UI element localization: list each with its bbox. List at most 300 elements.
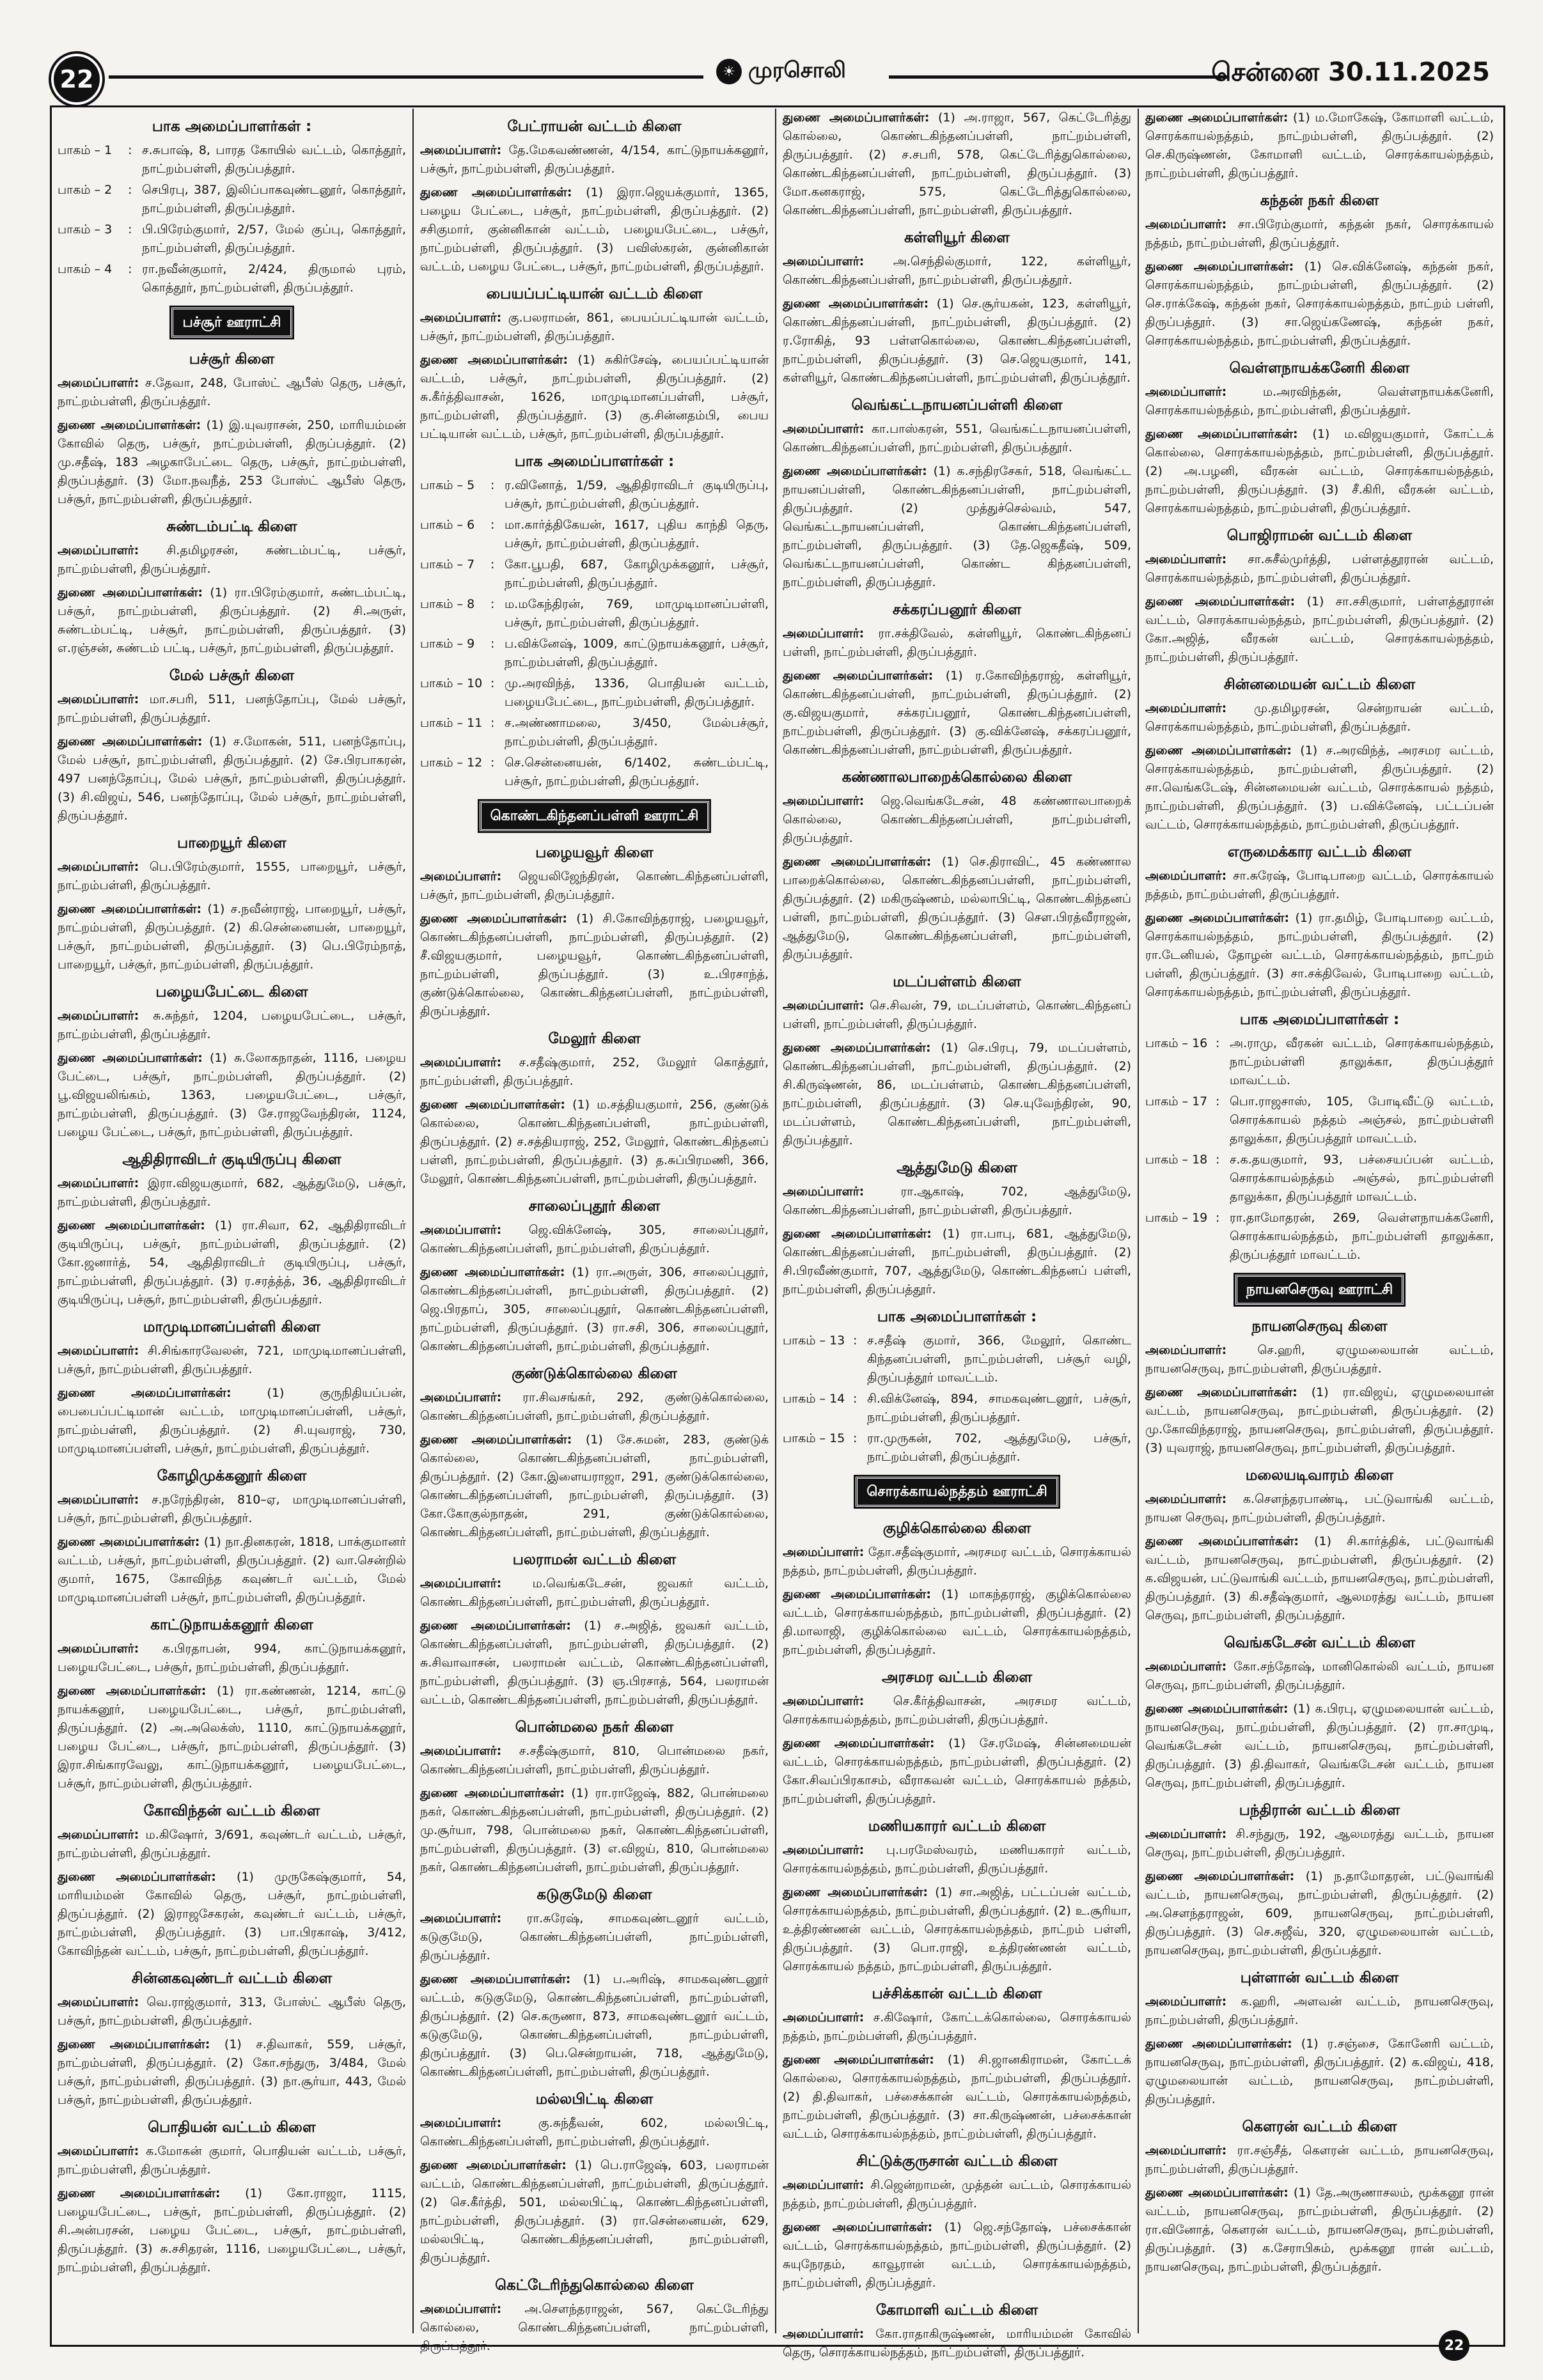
entry-role-label: அமைப்பாளர்: xyxy=(1145,385,1227,399)
entry-text: க.பிரதாபன், 994, காட்டுநாயக்கனூர், பழையபேட்டை, பச்சூர், நாட்றம்பள்ளி, திருப்பத்தூர். xyxy=(58,1642,406,1674)
entry-paragraph xyxy=(58,1384,406,1458)
booth-number: பாகம் – 5 xyxy=(420,478,475,492)
entry-role-label: அமைப்பாளர்: xyxy=(420,1744,502,1758)
entry-role-label: துணை அமைப்பாளர்கள்: xyxy=(58,1218,205,1233)
entry-paragraph xyxy=(1145,742,1494,834)
entry-paragraph xyxy=(58,2184,406,2277)
entry-text: மு.தமிழரசன், சென்றாயன் வட்டம், சொரக்காயல்நத்தம், நாட்றம்பள்ளி, திருப்பத்தூர். xyxy=(1145,701,1494,734)
union-banner-label: சொரக்காயல்நத்தம் ஊராட்சி xyxy=(856,1477,1058,1507)
entry-role-label: அமைப்பாளர்: xyxy=(783,794,865,808)
booth-person: அ.ராமு, வீரகன் வட்டம், சொரக்காயல்நத்தம், நாட்றம்பள்ளி தாலுக்கா, திருப்பத்தூர் மாவட்டம். xyxy=(1230,1036,1494,1087)
entry-text: (1) ரா.சிவா, 62, ஆதிதிராவிடர் குடியிருப்பு, பச்சூர், நாட்றம்பள்ளி, திருப்பத்தூர். (2) கோ.ஜனார்த், 54, ஆதிதிராவிடர் குடியிருப்பு, பச்சூர், நாட்றம்பள்ளி, திருப்பத்தூர். (3) ர.சரத்த்த், 36, ஆதிதிராவிடர் குடியிருப்பு, பச்சூர், நாட்றம்பள்ளி, திருப்பத்தூர். xyxy=(58,1218,406,1307)
entry-text: ச.சதீஷ்குமார், 252, மேலூர் கொத்தூர், நாட்றம்பள்ளி, திருப்பத்தூர். xyxy=(420,1055,769,1088)
entry-paragraph xyxy=(1145,2035,1494,2109)
booth-person: ச.சதீஷ் குமார், 366, மேலூர், கொண்ட கிந்தனப்பள்ளி, நாட்றம்பள்ளி, பச்சூர் வழி, திருப்பத்தூர் மாவட்டம். xyxy=(867,1334,1131,1385)
entry-role-label: அமைப்பாளர்: xyxy=(58,860,139,874)
entry-paragraph xyxy=(783,1225,1131,1299)
entry-text: ச.கிஷோர், கோட்டக்கொல்லை, சொரக்காயல் நத்தம், நாட்றம்பள்ளி, திருப்பத்தூர். xyxy=(783,2011,1131,2043)
section-heading: மேலூர் கிளை xyxy=(548,1031,641,1047)
section-heading: கோவிந்தன் வட்டம் கிளை xyxy=(143,1803,320,1819)
entry-text: (1) க.சந்திரசேகர், 518, வெங்கட்ட நாயனப்பள்ளி, கொண்டகிந்தனப்பள்ளி, நாட்றம்பள்ளி, திருப்பத்தூர். (2) முத்துச்செல்வம், 547, வெங்கட்டநாயனப்பள்ளி, கொண்டகிந்தனப்பள்ளி, நாட்றம்பள்ளி, திருப்பத்தூர். (3) தே.ஜெகதீஷ், 509, வெங்கட்டநாயனப்பள்ளி, கொண்ட கிந்தனப்பள்ளி, நாட்றம்பள்ளி, திருப்பத்தூர். xyxy=(783,464,1131,589)
section-heading: எருமைக்கார வட்டம் கிளை xyxy=(1227,844,1412,860)
entry-role-label: துணை அமைப்பாளர்கள்: xyxy=(58,2186,221,2200)
entry-role-label: துணை அமைப்பாளர்கள்: xyxy=(58,1051,203,1065)
section-heading: ஆத்துமேடு கிளை xyxy=(897,1160,1017,1176)
entry-text: (1) சி.கார்த்திக், பட்டுவாங்கி வட்டம், நாயனசெருவு, நாட்றம்பள்ளி, திருப்பத்தூர். (2) க.விஜயன், பட்டுவாங்கி வட்டம், நாயனசெருவு, நாட்றம்பள்ளி, திருப்பத்தூர். (3) கி.சதீஷ்குமார், ஆலமரத்து வட்டம், நாயன செருவு, நாட்றம்பள்ளி, திருப்பத்தூர். xyxy=(1145,1534,1494,1622)
booth-person: பி.பிரேம்குமார், 2/57, மேல் குப்பு, கொத்தூர், நாட்றம்பள்ளி, திருப்பத்தூர். xyxy=(142,222,406,255)
entry-text: கோ.சந்தோஷ், மானிகொல்லி வட்டம், நாயன செருவு, நாட்றம்பள்ளி, திருப்பத்தூர். xyxy=(1145,1660,1494,1692)
entry-role-label: துணை அமைப்பாளர்கள்: xyxy=(783,1587,931,1601)
entry-paragraph xyxy=(1145,1993,1494,2030)
entry-text: சா.சுசீல்முர்த்தி, பள்ளத்தூரான் வட்டம், சொரக்காயல்நத்தம், நாட்றம்பள்ளி, திருப்பத்தூர். xyxy=(1145,552,1494,585)
entry-role-label: அமைப்பாளர்: xyxy=(420,311,502,325)
entry-role-label: அமைப்பாளர்: xyxy=(58,1995,139,2009)
section-heading: பாக அமைப்பாளர்கள் : xyxy=(877,1309,1037,1325)
entry-paragraph xyxy=(783,853,1131,964)
section-heading: வெங்கடேசன் வட்டம் கிளை xyxy=(1224,1635,1415,1651)
entry-text: பெ.பிரேம்குமார், 1555, பாறையூர், பச்சூர், நாட்றம்பள்ளி, திருப்பத்தூர். xyxy=(58,860,406,892)
entry-paragraph xyxy=(1145,383,1494,420)
entry-role-label: துணை அமைப்பாளர்கள்: xyxy=(1145,1385,1297,1399)
booth-person: ர.வினோத், 1/59, ஆதிதிராவிடர் குடியிருப்பு, பச்சூர், நாட்றம்பள்ளி, திருப்பத்தூர். xyxy=(505,478,769,511)
union-banner-label: பச்சூர் ஊராட்சி xyxy=(171,307,292,338)
section-heading: வெள்ளநாயக்கனேரி கிளை xyxy=(1229,360,1410,377)
entry-paragraph xyxy=(58,1049,406,1142)
column-1 xyxy=(58,109,406,2282)
entry-role-label: துணை அமைப்பாளர்கள்: xyxy=(58,1386,231,1400)
entry-paragraph xyxy=(1145,109,1494,183)
entry-paragraph xyxy=(58,1491,406,1528)
entry-paragraph xyxy=(420,1096,769,1188)
entry-role-label: துணை அமைப்பாளர்கள்: xyxy=(1145,2186,1288,2200)
entry-text: கு.சுந்தீவன், 602, மல்லபிட்டி, கொண்டகிந்தனப்பள்ளி, நாட்றம்பள்ளி, திருப்பத்தூர். xyxy=(420,2116,769,2149)
entry-text: ஜெ.வெங்கடேசன், 48 கண்ணாலபாறைக் கொல்லை, கொண்டகிந்தனப்பள்ளி, நாட்றம்பள்ளி, திருப்பத்தூர். xyxy=(783,794,1131,845)
entry-role-label: அமைப்பாளர்: xyxy=(420,1390,502,1404)
section-heading: ஆதிதிராவிடர் குடியிருப்பு கிளை xyxy=(122,1151,341,1168)
booth-colon: : xyxy=(853,1392,858,1406)
masthead xyxy=(716,58,846,86)
entry-paragraph xyxy=(420,1431,769,1542)
entry-paragraph xyxy=(1145,867,1494,904)
entry-text: (1) செ.விக்னேஷ், கந்தன் நகர், சொரக்காயல்நத்தம், நாட்றம்பள்ளி, திருப்பத்தூர். (2) செ.ராக்கேஷ், கந்தன் நகர், சொரக்காயல்நத்தம், நாட்றம் பள்ளி, திருப்பத்தூர். (3) சா.ஜெய்கணேஷ், கந்தன் நகர், சொரக்காயல்நத்தம், நாட்றம்பள்ளி, திருப்பத்தூர். xyxy=(1145,260,1494,348)
booth-colon: : xyxy=(853,1334,858,1348)
booth-row xyxy=(58,221,406,258)
entry-role-label: துணை அமைப்பாளர்கள்: xyxy=(1145,911,1290,925)
entry-role-label: அமைப்பாளர்: xyxy=(1145,217,1227,231)
page-header xyxy=(38,45,1503,102)
entry-text: ஜெயலிஜேந்திரன், கொண்டகிந்தனப்பள்ளி, பச்சூர், நாட்றம்பள்ளி, திருப்பத்தூர். xyxy=(420,869,769,902)
entry-paragraph xyxy=(58,1342,406,1379)
entry-text: (1) செ.சூர்யகன், 123, கள்ளியூர், கொண்டகிந்தனப்பள்ளி, நாட்றம்பள்ளி, திருப்பத்தூர். (2) ர.ரோகித், 93 பள்ளகொல்லை, கொண்டகிந்தனப்பள்ளி, நாட்றம்பள்ளி, திருப்பத்தூர். (3) செ.ஜெயகுமார், 141, கள்ளியூர், கொண்டகிந்தனப்பள்ளி, நாட்றம்பள்ளி, திருப்பத்தூர். xyxy=(783,297,1131,385)
entry-text: (1) ரா.விஜய், ஏழுமலையான் வட்டம், நாயனசெருவு, நாட்றம்பள்ளி, திருப்பத்தூர். (2) மு.கோவிந்தராஜ், நாயனசெருவு, நாட்றம்பள்ளி, திருப்பத்தூர். (3) யுவராஜ், நாயனசெருவு, நாட்றம்பள்ளி, திருப்பத்தூர். xyxy=(1145,1385,1494,1455)
column-3 xyxy=(783,109,1131,2367)
entry-text: ஜெ.விக்னேஷ், 305, சாலைப்புதூர், கொண்டகிந்தனப்பள்ளி, நாட்றம்பள்ளி, திருப்பத்தூர். xyxy=(420,1223,769,1256)
entry-text: (1) ம.சத்தியகுமார், 256, குண்டுக் கொல்லை, கொண்டகிந்தனப்பள்ளி, நாட்றம்பள்ளி, திருப்பத்தூர். (2) ச.சத்தியராஜ், 252, மேலூர், கொண்டகிந்தனப் பள்ளி, நாட்றம்பள்ளி, திருப்பத்தூர். (3) த.சுப்பிரமணி, 366, மேலூர், கொண்டகிந்தனப்பள்ளி, நாட்றம்பள்ளி, திருப்பத்தூர். xyxy=(420,1098,769,1186)
entry-text: ரா.சஞ்சீத், கௌரன் வட்டம், நாயனசெருவு, நாட்றம்பள்ளி, திருப்பத்தூர். xyxy=(1145,2143,1494,2176)
booth-colon: : xyxy=(853,1431,858,1445)
entry-text: இரா.விஜயகுமார், 682, ஆத்துமேடு, பச்சூர், நாட்றம்பள்ளி, திருப்பத்தூர். xyxy=(58,1176,406,1209)
entry-paragraph xyxy=(783,2218,1131,2292)
section-heading: பழையபேட்டை கிளை xyxy=(155,984,308,1000)
entry-paragraph xyxy=(783,2051,1131,2143)
entry-paragraph xyxy=(1145,1867,1494,1960)
booth-row xyxy=(58,260,406,297)
entry-paragraph xyxy=(420,1054,769,1091)
booth-number: பாகம் – 3 xyxy=(58,222,113,237)
section-heading: கண்ணாலபாறைக்கொல்லை கிளை xyxy=(842,769,1072,786)
entry-text: (1) ரா.கண்ணன், 1214, காட்டு நாயக்கனூர், பழையபேட்டை, பச்சூர், நாட்றம்பள்ளி, திருப்பத்தூர். (2) அ.அலெக்ஸ், 1110, காட்டுநாயக்கனூர், பழைய பேட்டை, பச்சூர், நாட்றம்பள்ளி, திருப்பத்தூர். (3) இரா.சிங்காரவேலு, காட்டுநாயக்கனூர், பழையபேட்டை, பச்சூர், நாட்றம்பள்ளி, திருப்பத்தூர். xyxy=(58,1684,406,1791)
booth-row xyxy=(420,714,769,751)
entry-paragraph xyxy=(783,1692,1131,1729)
section-heading: கோழிமுக்கனூர் கிளை xyxy=(157,1468,307,1484)
entry-paragraph xyxy=(58,2035,406,2110)
entry-paragraph xyxy=(58,541,406,579)
entry-role-label: அமைப்பாளர்: xyxy=(1145,1343,1227,1357)
entry-role-label: துணை அமைப்பாளர்கள்: xyxy=(783,1885,928,1899)
entry-paragraph xyxy=(783,295,1131,387)
entry-role-label: அமைப்பாளர்: xyxy=(783,1843,865,1857)
entry-role-label: துணை அமைப்பாளர்கள்: xyxy=(58,735,203,749)
entry-role-label: துணை அமைப்பாளர்கள்: xyxy=(1145,1702,1288,1716)
entry-text: ரா.சக்திவேல், கள்ளியூர், கொண்டகிந்தனப் பள்ளி, நாட்றம்பள்ளி, திருப்பத்தூர். xyxy=(783,626,1131,659)
entry-paragraph xyxy=(58,416,406,509)
entry-role-label: அமைப்பாளர்: xyxy=(783,999,865,1013)
entry-role-label: அமைப்பாளர்: xyxy=(58,1176,139,1190)
entry-text: மா.சபரி, 511, பனந்தோப்பு, மேல் பச்சூர், நாட்றம்பள்ளி, திருப்பத்தூர். xyxy=(58,692,406,725)
entry-text: சா.பிரேம்குமார், கந்தன் நகர், சொரக்காயல் நத்தம், நாட்றம்பள்ளி, திருப்பத்தூர். xyxy=(1145,217,1494,250)
entry-paragraph xyxy=(1145,1700,1494,1793)
entry-paragraph xyxy=(58,690,406,727)
union-banner xyxy=(420,793,769,835)
entry-text: (1) மாகந்தராஜ், குழிக்கொல்லை வட்டம், சொரக்காயல்நத்தம், நாட்றம்பள்ளி, திருப்பத்தூர். (2) தி.மாலாஜி, குழிக்கொல்லை வட்டம், சொரக்காயல்நத்தம், நாட்றம்பள்ளி, திருப்பத்தூர். xyxy=(783,1587,1131,1657)
entry-text: (1) தே.அருணாசலம், மூக்கனூ ரான் வட்டம், நாயனசெருவு, நாட்றம்பள்ளி, திருப்பத்தூர். (2) ரா.வினோத், கெளரன் வட்டம், நாயனசெருவு, நாட்றம்பள்ளி, திருப்பத்தூர். (3) க.சேராபிசும், மூக்கனூ ரான் வட்டம், நாயனசெருவு, நாட்றம்பள்ளி, திருப்பத்தூர். xyxy=(1145,2186,1494,2274)
booth-number: பாகம் – 1 xyxy=(58,143,113,157)
entry-paragraph xyxy=(58,374,406,411)
entry-role-label: துணை அமைப்பாளர்கள்: xyxy=(783,1736,935,1750)
booth-colon: : xyxy=(490,716,495,730)
section-heading: காட்டுநாயக்கனூர் கிளை xyxy=(150,1617,313,1633)
booth-number: பாகம் – 7 xyxy=(420,557,475,572)
entry-role-label: துணை அமைப்பாளர்கள்: xyxy=(1145,1534,1299,1548)
entry-role-label: துணை அமைப்பாளர்கள்: xyxy=(783,297,929,311)
entry-paragraph xyxy=(1145,1532,1494,1625)
entry-paragraph xyxy=(783,667,1131,759)
entry-text: சி.சந்துரு, 192, ஆலமரத்து வட்டம், நாயன செருவு, நாட்றம்பள்ளி, திருப்பத்தூர். xyxy=(1145,1827,1494,1860)
entry-text: (1) ரா.அருள், 306, சாலைப்புதூர், கொண்டகிந்தனப்பள்ளி, நாட்றம்பள்ளி, திருப்பத்தூர். (2) ஜெ.பிரதாப், 305, சாலைப்புதூர், கொண்டகிந்தனப்பள்ளி, நாட்றம்பள்ளி, திருப்பத்தூர். (3) ரா.சசி, 306, சாலைப்புதூர், கொண்டகிந்தனப்பள்ளி, நாட்றம்பள்ளி, திருப்பத்தூர். xyxy=(420,1265,769,1353)
entry-role-label: அமைப்பாளர்: xyxy=(58,1642,139,1656)
entry-role-label: அமைப்பாளர்: xyxy=(420,1576,502,1591)
entry-role-label: அமைப்பாளர்: xyxy=(783,254,865,268)
section-heading: கோமாளி வட்டம் கிளை xyxy=(875,2302,1038,2319)
entry-paragraph xyxy=(58,733,406,825)
entry-paragraph xyxy=(1145,550,1494,587)
entry-text: ம.கிஷோர், 3/691, கவுண்டர் வட்டம், பச்சூர், நாட்றம்பள்ளி, திருப்பத்தூர். xyxy=(58,1828,406,1860)
booth-number: பாகம் – 9 xyxy=(420,637,475,651)
booth-number: பாகம் – 4 xyxy=(58,262,113,276)
entry-role-label: அமைப்பாளர்: xyxy=(783,1185,865,1199)
entry-text: க.மோகன் குமார், பொதியன் வட்டம், பச்சூர், நாட்றம்பள்ளி, திருப்பத்தூர். xyxy=(58,2144,406,2177)
section-heading: மலையடிவாரம் கிளை xyxy=(1245,1467,1394,1484)
entry-role-label: துணை அமைப்பாளர்கள்: xyxy=(420,1265,565,1279)
paper-logo-icon: ☀ xyxy=(716,59,742,84)
entry-text: (1) சா.சசிகுமார், பள்ளத்தூரான் வட்டம், சொரக்காயல்நத்தம், நாட்றம்பள்ளி, திருப்பத்தூர். (2) கோ.அஜித், வீரகன் வட்டம், சொரக்காயல்நத்தம், நாட்றம்பள்ளி, திருப்பத்தூர். xyxy=(1145,595,1494,664)
entry-role-label: துணை அமைப்பாளர்கள்: xyxy=(783,1227,932,1241)
entry-text: (1) ந.தாமோதரன், பட்டுவாங்கி வட்டம், நாயனசெருவு, நாட்றம்பள்ளி, திருப்பத்தூர். (2) அ.சௌந்தராஜன், 609, நாயனசெருவு, நாட்றம்பள்ளி, திருப்பத்தூர். (3) செ.சுஜீவ், 320, ஏழுமலையான் வட்டம், நாயனசெருவு, நாட்றம்பள்ளி, திருப்பத்தூர். xyxy=(1145,1869,1494,1957)
union-banner xyxy=(783,1469,1131,1511)
entry-paragraph xyxy=(420,1909,769,1965)
booth-person: ரா.நவீன்குமார், 2/424, திருமால் புரம், கொத்தூர், நாட்றம்பள்ளி, திருப்பத்தூர். xyxy=(142,262,406,295)
entry-role-label: துணை அமைப்பாளர்கள்: xyxy=(420,1972,571,1986)
entry-paragraph xyxy=(1145,593,1494,667)
booth-person: ரா.தாமோதரன், 269, வெள்ளநாயக்கனேரி, சொரக்காயல்நத்தம், நாட்றம்பள்ளி தாலுக்கா, திருப்பத்தூர் மாவட்டம். xyxy=(1230,1211,1494,1262)
entry-role-label: துணை அமைப்பாளர்கள்: xyxy=(783,111,930,125)
entry-role-label: அமைப்பாளர்: xyxy=(58,692,139,706)
booth-row xyxy=(420,754,769,791)
entry-role-label: துணை அமைப்பாளர்கள்: xyxy=(420,1433,572,1447)
booth-colon: : xyxy=(490,478,495,492)
entry-paragraph xyxy=(783,2325,1131,2362)
booth-row xyxy=(1145,1209,1494,1264)
column-2 xyxy=(420,109,769,2361)
entry-role-label: துணை அமைப்பாளர்கள்: xyxy=(420,1619,571,1633)
entry-role-label: அமைப்பாளர்: xyxy=(783,422,865,436)
entry-role-label: அமைப்பாளர்: xyxy=(783,626,865,641)
entry-paragraph xyxy=(420,1742,769,1779)
section-heading: பொஜிராமன் வட்டம் கிளை xyxy=(1226,527,1413,544)
entry-text: (1) பெ.ராஜேஷ், 603, பலராமன் வட்டம், கொண்டகிந்தனப்பள்ளி, நாட்றம்பள்ளி, திருப்பத்தூர். (2) செ.கீர்த்தி, 501, மல்லபிட்டி, கொண்டகிந்தனப்பள்ளி, நாட்றம்பள்ளி, திருப்பத்தூர். (3) ரா.சென்னையன், 629, மல்லபிட்டி, கொண்டகிந்தனப்பள்ளி, நாட்றம்பள்ளி, திருப்பத்தூர். xyxy=(420,2158,769,2265)
entry-paragraph xyxy=(58,1993,406,2030)
booth-person: ம.மகேந்திரன், 769, மாமுடிமானப்பள்ளி, பச்சூர், நாட்றம்பள்ளி, திருப்பத்தூர். xyxy=(505,597,769,630)
booth-number: பாகம் – 11 xyxy=(420,716,483,730)
entry-role-label: அமைப்பாளர்: xyxy=(58,2144,139,2158)
entry-paragraph xyxy=(783,625,1131,662)
booth-row xyxy=(58,141,406,178)
header-rule-right xyxy=(889,75,1228,79)
entry-paragraph xyxy=(420,141,769,178)
entry-text: (1) அ.ராஜா, 567, கெட்டேரித்து கொல்லை, கொண்டகிந்தனப்பள்ளி, நாட்றம்பள்ளி, திருப்பத்தூர். (2) ச.சபரி, 578, கெட்டேரித்துகொல்லை, கொண்டகிந்தனப்பள்ளி, நாட்றம்பள்ளி, திருப்பத்தூர். (3) மோ.கனகராஜ், 575, கெட்டேரித்துகொல்லை, கொண்டகிந்தனப்பள்ளி, நாட்றம்பள்ளி, திருப்பத்தூர். xyxy=(783,111,1131,217)
booth-colon: : xyxy=(490,637,495,651)
entry-text: (1) ச.அஜித், ஜவகர் வட்டம், கொண்டகிந்தனப்பள்ளி, நாட்றம்பள்ளி, திருப்பத்தூர். (2) சு.சிவாவாசன், பலராமன் வட்டம், கொண்டகிந்தனப்பள்ளி, நாட்றம்பள்ளி, திருப்பத்தூர். (3) ஞ.பிரசாத், 564, பலராமன் வட்டம், கொண்டகிந்தனப்பள்ளி, நாட்றம்பள்ளி, திருப்பத்தூர். xyxy=(420,1619,769,1707)
entry-role-label: துணை அமைப்பாளர்கள்: xyxy=(58,902,202,916)
entry-paragraph xyxy=(1145,909,1494,1002)
entry-paragraph xyxy=(1145,1490,1494,1527)
section-heading: சுண்டம்பட்டி கிளை xyxy=(166,518,297,535)
booth-number: பாகம் – 14 xyxy=(783,1392,845,1406)
entry-text: (1) க.பிரபு, ஏழுமலையான் வட்டம், நாயனசெருவு, நாட்றம்பள்ளி, திருப்பத்தூர். (2) ரா.சாமுடி, வெங்கடேசன் வட்டம், நாயனசெருவு, நாட்றம்பள்ளி, திருப்பத்தூர். (3) தி.திவாகர், வெங்கடேசன் வட்டம், நாயன செருவு, நாட்றம்பள்ளி, திருப்பத்தூர். xyxy=(1145,1702,1494,1790)
entry-role-label: அமைப்பாளர்: xyxy=(58,1009,139,1023)
section-heading: பழையவூர் கிளை xyxy=(535,844,654,861)
entry-text: பு.பரமேஸ்வரம், மணியகாரர் வட்டம், சொரக்காயல்நத்தம், நாட்றம்பள்ளி, திருப்பத்தூர். xyxy=(783,1843,1131,1876)
dateline: சென்னை 30.11.2025 xyxy=(1211,58,1490,87)
section-heading: கடுகுமேடு கிளை xyxy=(537,1886,652,1903)
entry-text: சி.தமிழரசன், சுண்டம்பட்டி, பச்சூர், நாட்றம்பள்ளி, திருப்பத்தூர். xyxy=(58,543,406,576)
booth-person: மா.கார்த்திகேயன், 1617, புதிய காந்தி தெரு, பச்சூர், நாட்றம்பள்ளி, திருப்பத்தூர். xyxy=(505,518,769,550)
entry-paragraph xyxy=(420,2114,769,2151)
booth-number: பாகம் – 13 xyxy=(783,1334,845,1348)
section-heading: மல்லபிட்டி கிளை xyxy=(535,2091,654,2108)
paper-name: முரசொலி xyxy=(748,58,846,83)
entry-paragraph xyxy=(783,2176,1131,2213)
booth-row xyxy=(1145,1093,1494,1148)
entry-role-label: துணை அமைப்பாளர்கள்: xyxy=(420,912,567,926)
entry-paragraph xyxy=(1145,2184,1494,2276)
booth-person: கோ.பூபதி, 687, கோழிமுக்கனூர், பச்சூர், நாட்றம்பள்ளி, திருப்பத்தூர். xyxy=(505,557,769,590)
entry-text: (1) ச.மோகன், 511, பனந்தோப்பு, மேல் பச்சூர், நாட்றம்பள்ளி, திருப்பத்தூர். (2) சே.பிரபாகரன், 497 பனந்தோப்பு, மேல் பச்சூர், நாட்றம்பள்ளி, திருப்பத்தூர். (3) சி.விஜய், 546, பனந்தோப்பு, மேல் பச்சூர், நாட்றம்பள்ளி, திருப்பத்தூர். xyxy=(58,735,406,823)
entry-paragraph xyxy=(783,1039,1131,1150)
booth-row xyxy=(420,674,769,712)
entry-text: கா.பாஸ்கரன், 551, வெங்கட்டநாயனப்பள்ளி, கொண்டகிந்தனப்பள்ளி, நாட்றம்பள்ளி, திருப்பத்தூர். xyxy=(783,422,1131,455)
entry-text: தே.மேகவண்ணன், 4/154, காட்டுநாயக்கனூர், பச்சூர், நாட்றம்பள்ளி, திருப்பத்தூர். xyxy=(420,143,769,176)
entry-role-label: அமைப்பாளர்: xyxy=(783,2327,865,2341)
entry-text: (1) சுகிர்சேஷ், பையப்பட்டியான் வட்டம், பச்சூர், நாட்றம்பள்ளி, திருப்பத்தூர். (2) சு.கீர்த்திவாசன், 1626, மாமுடிமானப்பள்ளி, பச்சூர், நாட்றம்பள்ளி, திருப்பத்தூர். (3) கு.சின்னதம்பி, பைய பட்டியான் வட்டம், பச்சூர், நாட்றம்பள்ளி, திருப்பத்தூர். xyxy=(420,353,769,441)
entry-text: (1) ர.கோவிந்தராஜ், கள்ளியூர், கொண்டகிந்தனப்பள்ளி, நாட்றம்பள்ளி, திருப்பத்தூர். (2) கு.விஜயகுமார், சக்கரப்பனூர், கொண்டகிந்தனப்பள்ளி, நாட்றம்பள்ளி, திருப்பத்தூர். (3) கு.விக்னேஷ், சக்கரப்பனூர், கொண்டகிந்தனப்பள்ளி, நாட்றம்பள்ளி, திருப்பத்தூர். xyxy=(783,669,1131,757)
entry-text: (1) ம.மோகேஷ், கோமாளி வட்டம், சொரக்காயல்நத்தம், நாட்றம்பள்ளி, திருப்பத்தூர். (2) செ.கிருஷ்ணன், கோமாளி வட்டம், சொரக்காயல்நத்தம், நாட்றம்பள்ளி, திருப்பத்தூர். xyxy=(1145,111,1494,180)
section-heading: நாயனசெருவு கிளை xyxy=(1251,1318,1388,1335)
entry-paragraph xyxy=(58,1007,406,1044)
entry-text: சு.சுந்தர், 1204, பழையபேட்டை, பச்சூர், நாட்றம்பள்ளி, திருப்பத்தூர். xyxy=(58,1009,406,1041)
booth-colon: : xyxy=(1216,1153,1220,1167)
entry-role-label: துணை அமைப்பாளர்கள்: xyxy=(58,1684,207,1698)
section-heading: பச்சூர் கிளை xyxy=(189,351,275,368)
entry-text: ம.வெங்கடேசன், ஜவகர் வட்டம், கொண்டகிந்தனப்பள்ளி, நாட்றம்பள்ளி, திருப்பத்தூர். xyxy=(420,1576,769,1609)
entry-paragraph xyxy=(783,1841,1131,1878)
section-heading: மாமுடிமானப்பள்ளி கிளை xyxy=(143,1319,320,1335)
section-heading: கௌரன் வட்டம் கிளை xyxy=(1242,2119,1397,2135)
booth-colon: : xyxy=(490,557,495,572)
entry-role-label: அமைப்பாளர்: xyxy=(420,143,502,157)
entry-paragraph xyxy=(783,792,1131,848)
entry-text: ச.நரேந்திரன், 810–ஏ, மாமுடிமானப்பள்ளி, பச்சூர், நாட்றம்பள்ளி, திருப்பத்தூர். xyxy=(58,1493,406,1525)
entry-text: சி.சிங்காரவேலன், 721, மாமுடிமானப்பள்ளி, பச்சூர், நாட்றம்பள்ளி, திருப்பத்தூர். xyxy=(58,1344,406,1376)
booth-colon: : xyxy=(490,756,495,770)
entry-paragraph xyxy=(58,1868,406,1961)
section-heading: பாக அமைப்பாளர்கள் : xyxy=(514,453,675,470)
entry-text: (1) சி.ஜானகிராமன், கோட்டக் கொல்லை, சொரக்காயல்நத்தம், நாட்றம்பள்ளி, திருப்பத்தூர். (2) தி.திவாகர், பச்சைக்கான் வட்டம், சொரக்காயல்நத்தம், நாட்றம்பள்ளி, திருப்பத்தூர். (3) சா.கிருஷ்ணன், பச்சைக்கான் வட்டம், சொரக்காயல்நத்தம், நாட்றம்பள்ளி, திருப்பத்தூர். xyxy=(783,2053,1131,2141)
entry-paragraph xyxy=(58,858,406,895)
booth-row xyxy=(783,1429,1131,1466)
entry-text: (1) சு.லோகநாதன், 1116, பழைய பேட்டை, பச்சூர், நாட்றம்பள்ளி, திருப்பத்தூர். (2) பூ.விஜயலிங்கம், 1363, பழையபேட்டை, பச்சூர், நாட்றம்பள்ளி, திருப்பத்தூர். (3) சே.ராஜவேந்திரன், 1124, பழைய பேட்டை, பச்சூர், நாட்றம்பள்ளி, திருப்பத்தூர். xyxy=(58,1051,406,1139)
section-heading: பேட்ராயன் வட்டம் கிளை xyxy=(507,118,682,135)
entry-paragraph xyxy=(420,1388,769,1426)
column-rule xyxy=(775,109,776,2333)
entry-text: ரா.ஆகாஷ், 702, ஆத்துமேடு, கொண்டகிந்தனப்பள்ளி, நாட்றம்பள்ளி, திருப்பத்தூர். xyxy=(783,1185,1131,1217)
entry-text: (1) இரா.ஜெயக்குமார், 1365, பழைய பேட்டை, பச்சூர், நாட்றம்பள்ளி, திருப்பத்தூர். (2) சசிகுமார், குன்னிகான் வட்டம், பழையபேட்டை, பச்சூர், நாட்றம்பள்ளி, திருப்பத்தூர். (3) பவிஸ்கரன், குன்னிகான் வட்டம், பழைய பேட்டை, பச்சூர், நாட்றம்பள்ளி, திருப்பத்தூர். xyxy=(420,185,769,274)
entry-paragraph xyxy=(58,1174,406,1211)
entry-paragraph xyxy=(420,910,769,1021)
entry-text: (1) இ.யுவராசன், 250, மாரியம்மன் கோவில் தெரு, பச்சூர், நாட்றம்பள்ளி, திருப்பத்தூர். (2) மு.சதீஷ், 183 அழகாபேட்டை தெரு, பச்சூர், நாட்றம்பள்ளி, திருப்பத்தூர். (3) மோ.நவநீத், 253 போஸ்ட் ஆபீஸ் தெரு, பச்சூர், நாட்றம்பள்ளி, திருப்பத்தூர். xyxy=(58,418,406,506)
union-banner xyxy=(58,300,406,341)
entry-text: (1) சா.அஜித், பட்டப்பன் வட்டம், சொரக்காயல்நத்தம், நாட்றம்பள்ளி, திருப்பத்தூர். (2) உ.சூரியா, உத்திரண்ணன் வட்டம், சொரக்காயல்நத்தம், நாட்றம் பள்ளி, திருப்பத்தூர். (3) பொ.ராஜி, உத்திரண்ணன் வட்டம், சொரக்காயல் நத்தம், நாட்றம்பள்ளி, திருப்பத்தூர். xyxy=(783,1885,1131,1973)
entry-role-label: அமைப்பாளர்: xyxy=(1145,1660,1227,1674)
entry-paragraph xyxy=(783,2009,1131,2046)
entry-text: (1) நா.தினகரன், 1818, பாக்குமானர் வட்டம், பச்சூர், நாட்றம்பள்ளி, திருப்பத்தூர். (2) வா.சென்றில் குமார், 1675, கோவிந்த கவுண்டர் வட்டம், மேல் மாமுடிமானப்பள்ளி பச்சூர், நாட்றம்பள்ளி, திருப்பத்தூர். xyxy=(58,1535,406,1605)
entry-text: செ.சிவன், 79, மடப்பள்ளம், கொண்டகிந்தனப் பள்ளி, நாட்றம்பள்ளி, திருப்பத்தூர். xyxy=(783,999,1131,1031)
entry-text: கு.பலராமன், 861, பையப்பட்டியான் வட்டம், பச்சூர், நாட்றம்பள்ளி, திருப்பத்தூர். xyxy=(420,311,769,343)
section-heading: மணியகாரர் வட்டம் கிளை xyxy=(868,1818,1046,1835)
booth-row xyxy=(420,595,769,632)
booth-number: பாகம் – 8 xyxy=(420,597,475,611)
booth-colon: : xyxy=(128,183,132,197)
entry-role-label: அமைப்பாளர்: xyxy=(58,1493,139,1507)
entry-text: (1) சே.ரமேஷ், சின்னமையன் வட்டம், சொரக்காயல்நத்தம், நாட்றம்பள்ளி, திருப்பத்தூர். (2) கோ.சிவப்பிரகாசம், வீராகவன் வட்டம், சொரக்காயல் நத்தம், நாட்றம்பள்ளி, திருப்பத்தூர். xyxy=(783,1736,1131,1806)
entry-paragraph xyxy=(783,1585,1131,1660)
booth-person: மு.அரவிந்த், 1336, பொதியன் வட்டம், பழையபேட்டை, நாட்றம்பள்ளி, திருப்பத்தூர். xyxy=(505,676,769,709)
section-heading: வெங்கட்டநாயனப்பள்ளி கிளை xyxy=(851,397,1063,414)
entry-text: (1) ச.அரவிந்த், அரசமர வட்டம், சொரக்காயல்நத்தம், நாட்றம்பள்ளி, திருப்பத்தூர். (2) சா.வெங்கடேஷ், சின்னமையன் வட்டம், சொரக்காயல் நத்தம், நாட்றம்பள்ளி, திருப்பத்தூர். (3) ப.விக்னேஷ், பட்டப்பன் வட்டம், சொரக்காயல்நத்தம், நாட்றம்பள்ளி, திருப்பத்தூர். xyxy=(1145,743,1494,832)
entry-text: (1) குருநிதியப்பன், பைபைப்பட்டிமான் வட்டம், மாமுடிமானப்பள்ளி, பச்சூர், நாட்றம்பள்ளி, திருப்பத்தூர். (2) சி.யுவராஜ், 730, மாமுடிமானப்பள்ளி, பச்சூர், நாட்றம்பள்ளி, திருப்பத்தூர். xyxy=(58,1386,406,1456)
entry-role-label: துணை அமைப்பாளர்கள்: xyxy=(58,2037,210,2051)
entry-role-label: அமைப்பாளர்: xyxy=(783,1545,865,1559)
entry-paragraph xyxy=(420,351,769,444)
entry-paragraph xyxy=(783,1883,1131,1976)
entry-role-label: துணை அமைப்பாளர்கள்: xyxy=(58,1535,200,1549)
section-heading: சக்கரப்பனூர் கிளை xyxy=(892,602,1022,618)
booth-person: பொ.ராஜசாஸ், 105, போடிவீட்டு வட்டம், சொரக்காயல் நத்தம் அஞ்சல், நாட்றம்பள்ளி தாலுக்கா, திருப்பத்தூர் மாவட்டம். xyxy=(1230,1094,1494,1146)
entry-text: (1) கோ.ராஜா, 1115, பழையபேட்டை, பச்சூர், நாட்றம்பள்ளி, திருப்பத்தூர். (2) சி.அன்பரசன், பழைய பேட்டை, பச்சூர், நாட்றம்பள்ளி, திருப்பத்தூர். (3) சு.சசிதரன், 1116, பழையபேட்டை, பச்சூர், நாட்றம்பள்ளி, திருப்பத்தூர். xyxy=(58,2186,406,2275)
entry-role-label: துணை அமைப்பாளர்கள்: xyxy=(420,1786,565,1800)
booth-person: ச.சுபாஷ், 8, பாரத கோயில் வட்டம், கொத்தூர், நாட்றம்பள்ளி, திருப்பத்தூர். xyxy=(142,143,406,176)
entry-text: ரா.சுரேஷ், சாமகவுண்டனூர் வட்டம், கடுகுமேடு, கொண்டகிந்தனப்பள்ளி, நாட்றம்பள்ளி, திருப்பத்தூர். xyxy=(420,1911,769,1963)
booth-number: பாகம் – 12 xyxy=(420,756,483,770)
entry-role-label: அமைப்பாளர்: xyxy=(1145,1827,1227,1841)
entry-role-label: துணை அமைப்பாளர்கள்: xyxy=(420,185,572,199)
entry-text: (1) செ.திராவிட், 45 கண்ணால பாறைக்கொல்லை, கொண்டகிந்தனப்பள்ளி, நாட்றம்பள்ளி, திருப்பத்தூர். (2) மகிருஷ்ணம், மல்லாபிட்டி, கொண்டகிந்தனப் பள்ளி, நாட்றம்பள்ளி, திருப்பத்தூர். (3) சௌ.பிரத்வீராஜன், ஆத்துமேடு, கொண்டகிந்தனப்பள்ளி, நாட்றம்பள்ளி, திருப்பத்தூர். xyxy=(783,855,1131,961)
entry-role-label: துணை அமைப்பாளர்கள்: xyxy=(420,353,568,367)
entry-paragraph xyxy=(58,1682,406,1793)
entry-role-label: துணை அமைப்பாளர்கள்: xyxy=(1145,427,1298,441)
entry-paragraph xyxy=(783,109,1131,220)
section-heading: பந்திரான் வட்டம் கிளை xyxy=(1239,1802,1400,1819)
entry-role-label: அமைப்பாளர்: xyxy=(783,2178,865,2192)
entry-paragraph xyxy=(420,183,769,276)
entry-paragraph xyxy=(1145,258,1494,350)
booth-row xyxy=(1145,1034,1494,1090)
booth-row xyxy=(1145,1151,1494,1206)
entry-text: செ.கீர்த்திவாசன், அரசமர வட்டம், சொரக்காயல்நத்தம், நாட்றம்பள்ளி, திருப்பத்தூர். xyxy=(783,1694,1131,1727)
entry-paragraph xyxy=(420,1263,769,1356)
section-heading: பொதியன் வட்டம் கிளை xyxy=(148,2119,316,2136)
entry-role-label: துணை அமைப்பாளர்கள்: xyxy=(58,1870,216,1884)
entry-paragraph xyxy=(1145,1383,1494,1458)
booth-person: செ.சென்னையன், 6/1402, சுண்டம்பட்டி, பச்சூர், நாட்றம்பள்ளி, திருப்பத்தூர். xyxy=(505,756,769,788)
entry-role-label: அமைப்பாளர்: xyxy=(420,1911,502,1925)
booth-colon: : xyxy=(1216,1094,1220,1108)
entry-paragraph xyxy=(783,420,1131,457)
section-heading: கெட்டேரிந்துகொல்லை கிளை xyxy=(495,2277,694,2294)
entry-paragraph xyxy=(1145,1658,1494,1695)
section-heading: கந்தன் நகர் கிளை xyxy=(1260,192,1379,209)
entry-role-label: துணை அமைப்பாளர்கள்: xyxy=(783,2053,934,2067)
entry-paragraph xyxy=(58,900,406,974)
entry-role-label: அமைப்பாளர்: xyxy=(420,2302,502,2316)
section-heading: பலராமன் வட்டம் கிளை xyxy=(512,1552,677,1568)
entry-text: ரா.சிவசங்கர், 292, குண்டுக்கொல்லை, கொண்டகிந்தனப்பள்ளி, நாட்றம்பள்ளி, திருப்பத்தூர். xyxy=(420,1390,769,1423)
booth-colon: : xyxy=(490,676,495,690)
section-heading: குண்டுக்கொல்லை கிளை xyxy=(512,1365,677,1382)
entry-text: செ.ஹரி, ஏழுமலையான் வட்டம், நாயனசெருவு, நாட்றம்பள்ளி, திருப்பத்தூர். xyxy=(1145,1343,1494,1376)
entry-paragraph xyxy=(58,584,406,658)
booth-number: பாகம் – 2 xyxy=(58,183,113,197)
section-heading: சின்னகவுண்டர் வட்டம் கிளை xyxy=(131,1970,333,1987)
entry-text: (1) சி.கோவிந்தராஜ், பழையவூர், கொண்டகிந்தனப்பள்ளி, நாட்றம்பள்ளி, திருப்பத்தூர். (2) சீ.விஜயகுமார், பழையவூர், கொண்டகிந்தனப்பள்ளி, நாட்றம்பள்ளி, திருப்பத்தூர். (3) உ.பிரசாந்த், குண்டுக்கொல்லை, கொண்டகிந்தனப்பள்ளி, நாட்றம்பள்ளி, திருப்பத்தூர். xyxy=(420,912,769,1018)
booth-row xyxy=(783,1332,1131,1387)
booth-colon: : xyxy=(128,143,132,157)
entry-text: வெ.ராஜ்குமார், 313, போஸ்ட் ஆபீஸ் தெரு, பச்சூர், நாட்றம்பள்ளி, திருப்பத்தூர். xyxy=(58,1995,406,2028)
entry-paragraph xyxy=(1145,1341,1494,1378)
column-rule xyxy=(412,109,414,2333)
entry-text: சி.ஜென்றாமன், முத்தன் வட்டம், சொரக்காயல் நத்தம், நாட்றம்பள்ளி, திருப்பத்தூர். xyxy=(783,2178,1131,2211)
entry-paragraph xyxy=(783,1734,1131,1808)
